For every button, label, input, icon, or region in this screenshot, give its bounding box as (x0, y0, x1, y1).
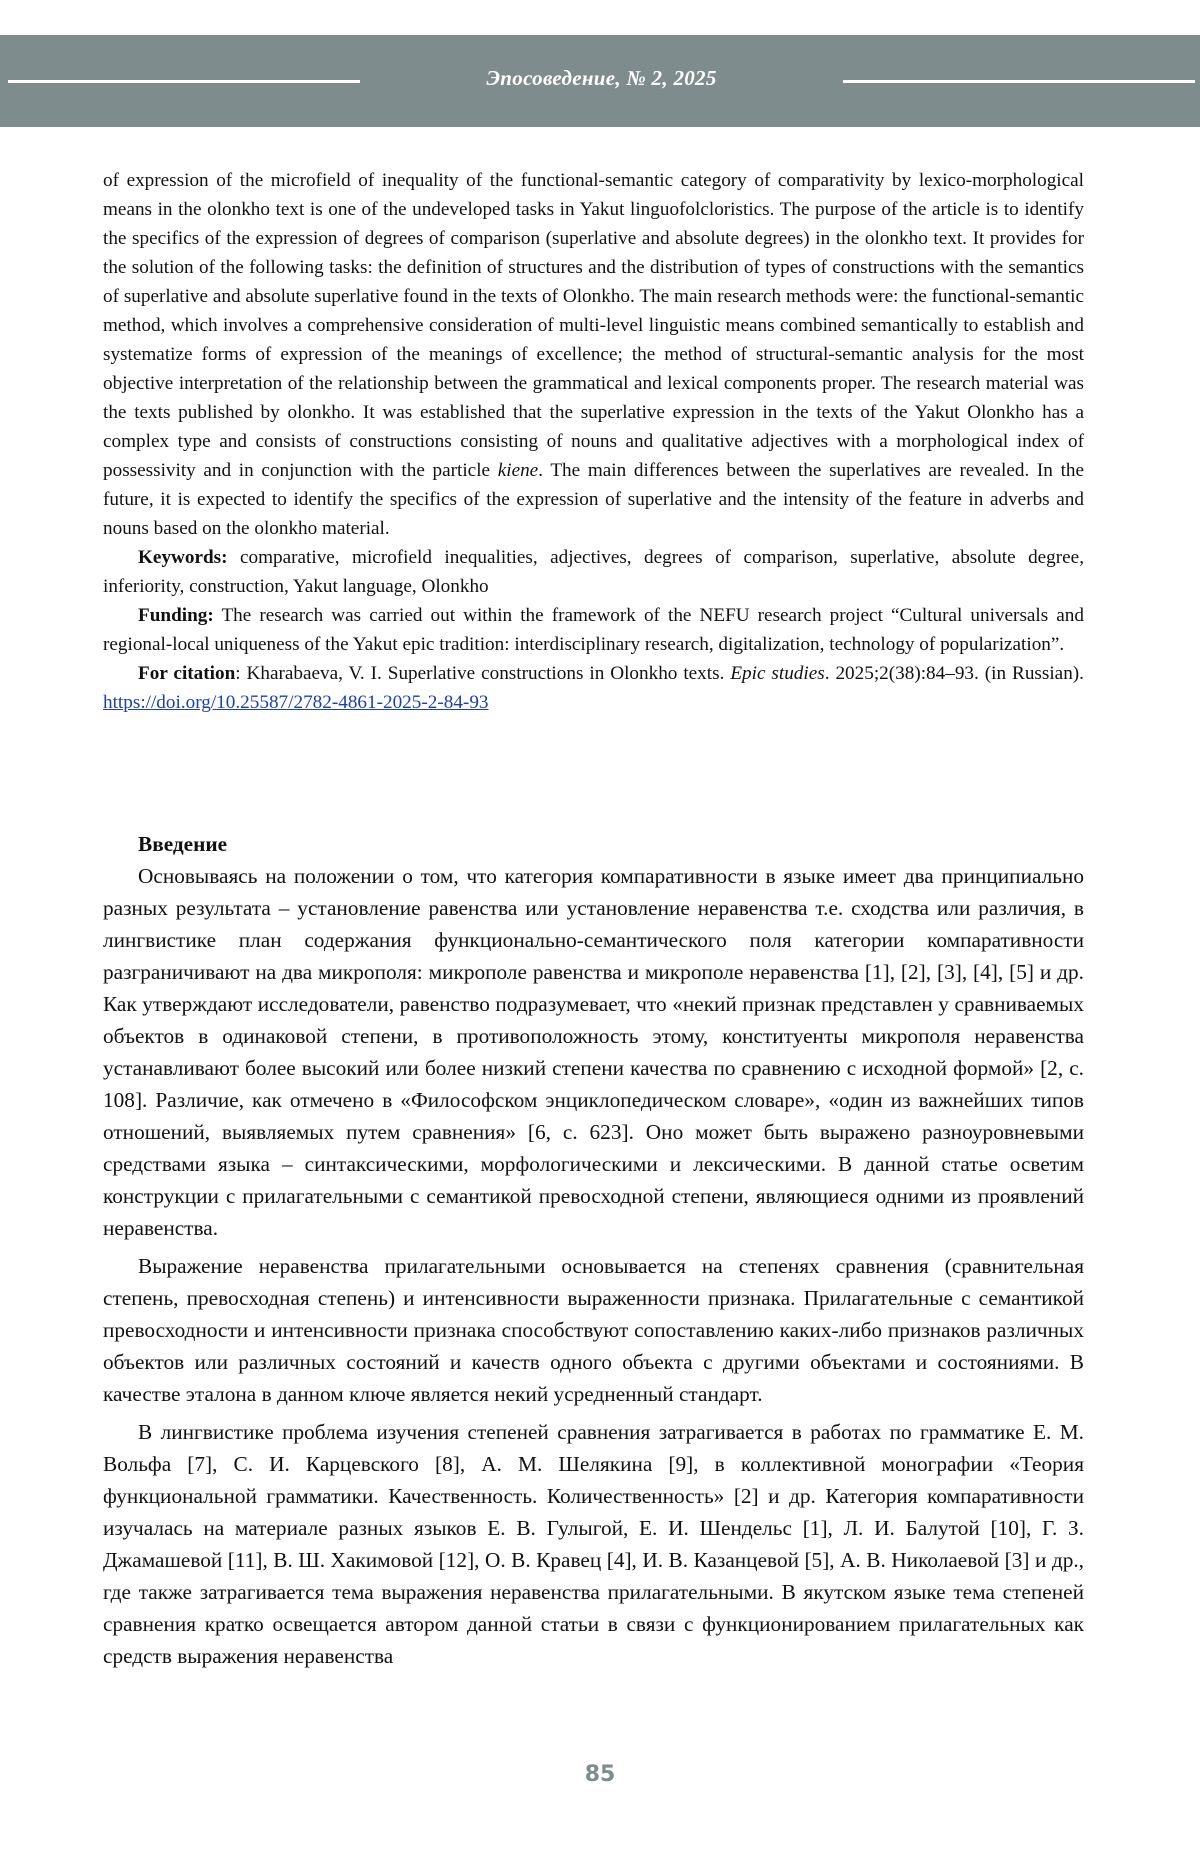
journal-title: Эпосоведение, № 2, 2025 (486, 66, 717, 90)
abstract-particle: kiene (497, 460, 539, 481)
intro-paragraph-3: В лингвистике проблема изучения степеней сравнения затрагивается в работах по грамматике Е. М. Вольфа [7], С. И. Карцевского [8], А. М. Шелякина [9], в коллективной монографии «Теория функциональной грамматики. Качественность. Количественность» [2] и др. Категория компаративности изучалась на материале разных языков Е. В. Гулыгой, Е. И. Шендельс [1], Л. И. Балутой [10], Г. З. Джамашевой [11], В. Ш. Хакимовой [12], О. В. Кравец [4], И. В. Казанцевой [5], А. В. Николаевой [3] и др., где также затрагивается тема выражения неравенства прилагательными. В якутском языке тема степеней сравнения кратко освещается автором данной статьи в связи с функционированием прилагательных как средств выражения неравенства (103, 1420, 1084, 1668)
abstract-block (103, 166, 1084, 717)
abstract-paragraph (103, 166, 1084, 543)
intro-paragraph-2: Выражение неравенства прилагательными основывается на степенях сравнения (сравнительная степень, превосходная степень) и интенсивности выраженности признака. Прилагательные с семантикой превосходности и интенсивности признака способствуют сопоставлению каких-либо признаков различных объектов или различных состояний и качеств одного объекта с другими объектами и состояниями. В качестве эталона в данном ключе является некий усредненный стандарт. (103, 1254, 1084, 1406)
running-header (0, 35, 1200, 127)
intro-paragraph-1: Основываясь на положении о том, что категория компаративности в языке имеет два принципиально разных результата – установление равенства или установление неравенства т.е. сходства или различия, в лингвистике план содержания функционально-семантического поля категории компаративности разграничивают на два микрополя: микрополе равенства и микрополе неравенства [1], [2], [3], [4], [5] и др. Как утверждают исследователи, равенство подразумевает, что «некий признак представлен у сравниваемых объектов в одинаковой степени, в противоположность этому, конституенты микрополя неравенства устанавливают более высокий или более низкий степени качества по сравнению с исходной формой» [2, с. 108]. Различие, как отмечено в «Философском энциклопедическом словаре», «один из важнейших типов отношений, выявляемых путем сравнения» [6, с. 623]. Оно может быть выражено разноуровневыми средствами языка – синтаксическими, морфологическими и лексическими. В данной статье осветим конструкции с прилагательными с семантикой превосходной степени, являющиеся одними из проявлений неравенства. (103, 864, 1084, 1240)
funding-text: The research was carried out within the framework of the NEFU research project “Cultural universals and regional-local uniqueness of the Yakut epic tradition: interdisciplinary research, digitalization, technology of popularization”. (103, 605, 1084, 655)
header-rule-right (843, 80, 1195, 83)
page-number: 85 (584, 1762, 616, 1787)
funding (103, 601, 1084, 659)
citation-text-1: : Kharabaeva, V. I. Superlative constructions in Olonkho texts. (235, 663, 731, 684)
abstract-text-part2: . The main differences between the superlatives are revealed. In the future, it is expected to identify the specifics of the expression of superlative and the intensity of the feature in adverbs and nouns based on the olonkho material. (103, 460, 1085, 539)
funding-label: Funding: (138, 605, 214, 626)
keywords-text: comparative, microfield inequalities, adjectives, degrees of comparison, superlative, absolute degree, inferiority, construction, Yakut language, Olonkho (103, 547, 1084, 597)
citation-text-2: . 2025;2(38):84–93. (in Russian). (824, 663, 1084, 684)
citation (103, 659, 1084, 717)
section-heading: Введение (138, 832, 228, 856)
keywords (103, 543, 1084, 601)
abstract-text-part1: of expression of the microfield of inequality of the functional-semantic category of comparativity by lexico-morphological means in the olonkho text is one of the undeveloped tasks in Yakut linguofolcloristics. The purpose of the article is to identify the specifics of the expression of degrees of comparison (superlative and absolute degrees) in the olonkho text. It provides for the solution of the following tasks: the definition of structures and the distribution of types of constructions with the semantics of superlative and absolute superlative found in the texts of Olonkho. The main research methods were: the functional-semantic method, which involves a comprehensive consideration of multi-level linguistic means combined semantically to establish and systematize forms of expression of the meanings of excellence; the method of structural-semantic analysis for the most objective interpretation of the relationship between the grammatical and lexical components proper. The research material was the texts published by olonkho. It was established that the superlative expression in the texts of the Yakut Olonkho has a complex type and consists of constructions consisting of nouns and qualitative adjectives with a morphological index of possessivity and in conjunction with the particle (103, 170, 1084, 481)
keywords-label: Keywords: (138, 547, 228, 568)
citation-label: For citation (138, 663, 236, 684)
header-rule-left (8, 80, 360, 83)
citation-journal: Epic studies (730, 663, 825, 684)
doi-link[interactable]: https://doi.org/10.25587/2782-4861-2025-2-84-93 (103, 692, 489, 713)
introduction-section (103, 828, 1084, 1678)
